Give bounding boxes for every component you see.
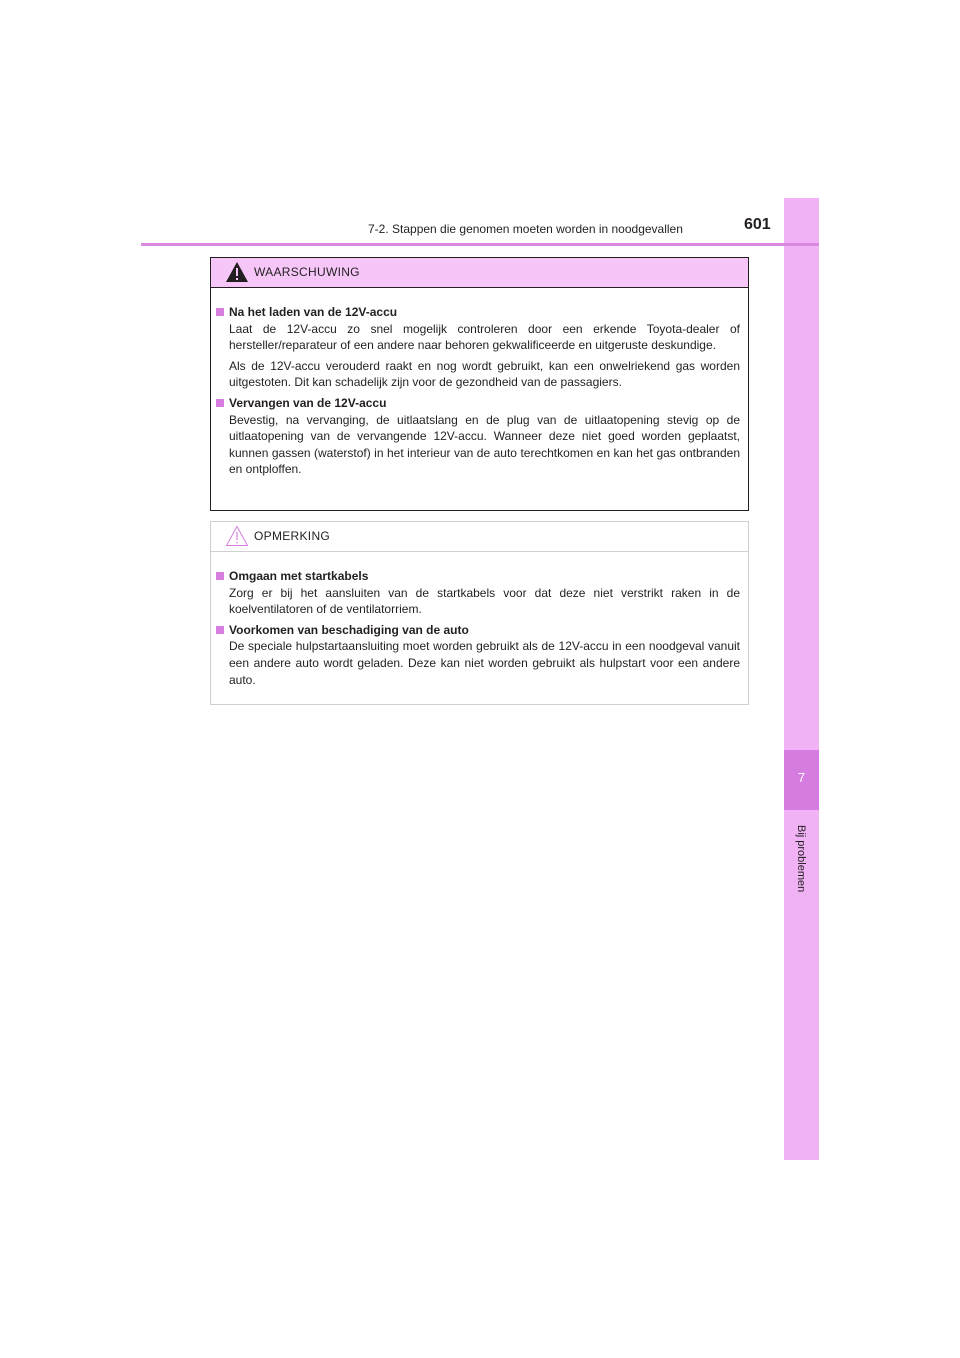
warning-item-title: Na het laden van de 12V-accu xyxy=(216,304,740,321)
side-tab-strip xyxy=(784,198,819,1160)
note-paragraph: De speciale hulpstartaansluiting moet worden gebruikt als de 12V-accu in een noodgeval vanuit een andere auto wordt geladen. Deze kan niet worden gebruikt als hulpstart voor een andere auto. xyxy=(229,639,740,687)
note-item-title: Omgaan met startkabels xyxy=(216,568,740,585)
warning-header xyxy=(211,258,748,288)
chapter-title: Bij problemen xyxy=(795,825,807,893)
note-box xyxy=(210,521,749,705)
bullet-square-icon xyxy=(216,308,224,316)
page-number: 601 xyxy=(744,216,771,233)
bullet-square-icon xyxy=(216,572,224,580)
note-paragraph: Zorg er bij het aansluiten van de startkabels voor dat deze niet verstrikt raken in de koelventilatoren of de ventilatorriem. xyxy=(229,585,740,617)
warning-paragraph: Laat de 12V-accu zo snel mogelijk controleren door een erkende Toyota-dealer of hersteller/reparateur of een andere naar behoren gekwalificeerde en uitgeruste deskundige. xyxy=(229,321,740,353)
bullet-square-icon xyxy=(216,626,224,634)
warning-paragraph: Als de 12V-accu verouderd raakt en nog wordt gebruikt, kan een onwelriekend gas worden uitgestoten. Dit kan schadelijk zijn voor de gezondheid van de passagiers. xyxy=(229,358,740,390)
note-item-title: Voorkomen van beschadiging van de auto xyxy=(216,622,740,639)
warning-title: WAARSCHUWING xyxy=(254,265,360,279)
note-content xyxy=(211,552,748,688)
warning-paragraph: Bevestig, na vervanging, de uitlaatslang en de plug van de uitlaatopening stevig op de uitlaatopening van de vervangende 12V-accu. Wanneer deze niet goed worden geplaatst, kunnen gassen (waterstof) in het interieur van de auto terechtkomen en kan het gas ontbranden en ontploffen. xyxy=(229,412,740,477)
section-title: 7-2. Stappen die genomen moeten worden in noodgevallen xyxy=(368,222,683,236)
note-header xyxy=(211,522,748,552)
header-rule xyxy=(141,243,819,246)
warning-item-title: Vervangen van de 12V-accu xyxy=(216,395,740,412)
warning-triangle-icon xyxy=(225,261,249,283)
chapter-number: 7 xyxy=(797,770,806,785)
caution-triangle-icon xyxy=(225,525,249,547)
warning-box xyxy=(210,257,749,511)
warning-content xyxy=(211,288,748,478)
chapter-tab xyxy=(784,750,819,810)
bullet-square-icon xyxy=(216,399,224,407)
note-title: OPMERKING xyxy=(254,529,331,543)
